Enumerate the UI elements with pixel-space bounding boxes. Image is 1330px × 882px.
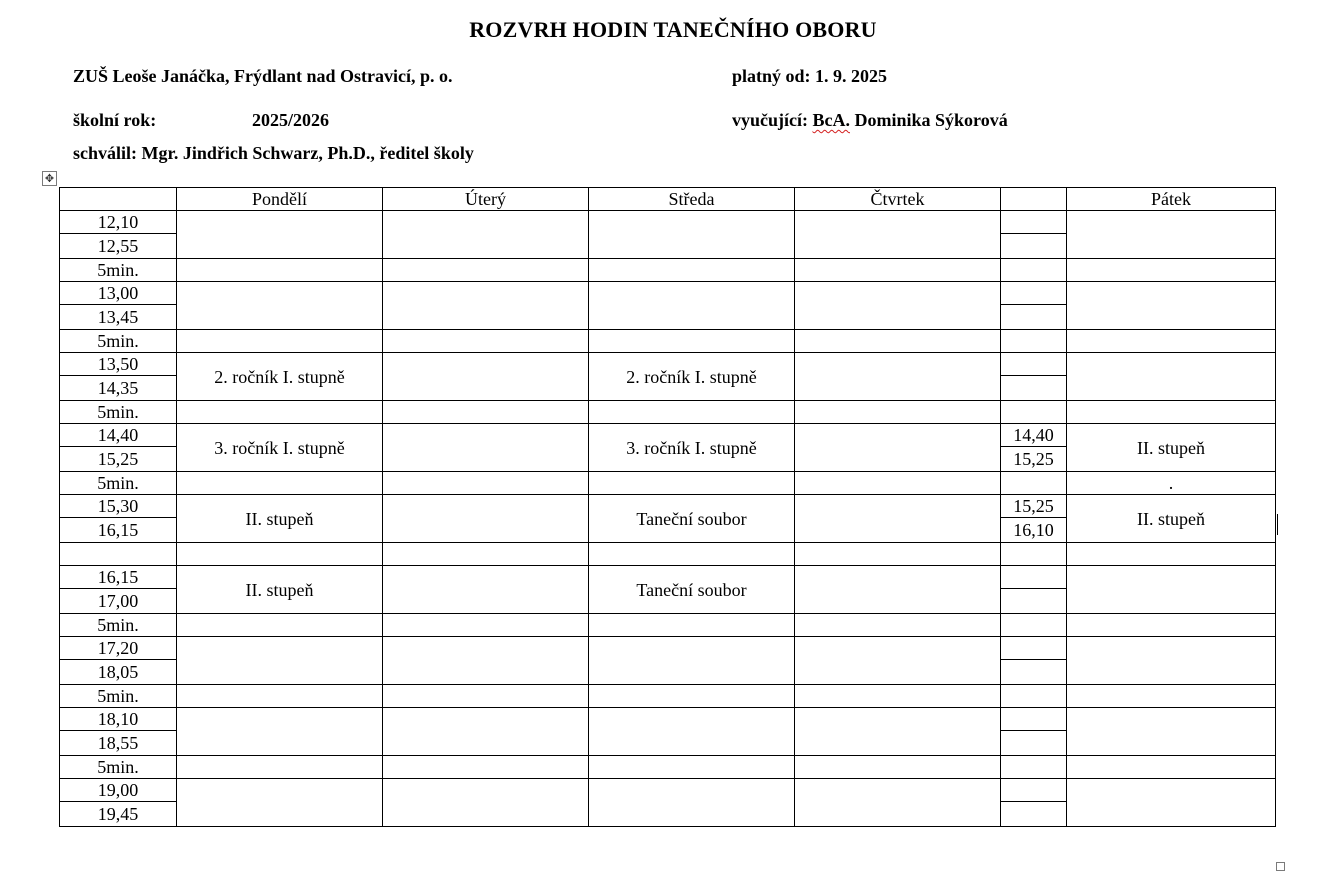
teacher <box>732 110 1008 131</box>
lesson-cell[interactable] <box>383 282 589 330</box>
friday-time-cell[interactable] <box>1001 234 1067 259</box>
table-row <box>60 566 1276 589</box>
lesson-cell[interactable] <box>589 282 795 330</box>
lesson-cell[interactable] <box>1067 282 1276 330</box>
lesson-cell[interactable]: 2. ročník I. stupně <box>177 353 383 401</box>
lesson-cell[interactable] <box>177 330 383 353</box>
lesson-cell[interactable] <box>383 708 589 756</box>
lesson-cell[interactable]: 3. ročník I. stupně <box>177 424 383 472</box>
header-cell-monday[interactable]: Pondělí <box>177 188 383 211</box>
time-cell[interactable]: 19,45 <box>60 802 177 827</box>
lesson-cell[interactable] <box>795 708 1001 756</box>
time-cell[interactable]: 12,55 <box>60 234 177 259</box>
time-cell[interactable]: 17,00 <box>60 589 177 614</box>
lesson-cell[interactable] <box>795 495 1001 543</box>
friday-time-cell[interactable] <box>1001 802 1067 827</box>
friday-time-cell[interactable] <box>1001 401 1067 424</box>
lesson-cell[interactable] <box>1067 708 1276 756</box>
lesson-cell[interactable] <box>795 401 1001 424</box>
friday-time-cell[interactable] <box>1001 305 1067 330</box>
lesson-cell[interactable] <box>795 330 1001 353</box>
lesson-cell[interactable] <box>795 637 1001 685</box>
header-cell-time[interactable] <box>60 188 177 211</box>
lesson-cell[interactable] <box>177 756 383 779</box>
lesson-cell[interactable] <box>795 353 1001 401</box>
lesson-cell[interactable]: II. stupeň <box>1067 495 1276 543</box>
lesson-cell[interactable] <box>1067 566 1276 614</box>
teacher-name: Dominika Sýkorová <box>854 110 1008 130</box>
lesson-cell[interactable]: 3. ročník I. stupně <box>589 424 795 472</box>
lesson-cell[interactable] <box>383 543 589 566</box>
lesson-cell[interactable] <box>795 424 1001 472</box>
school-year-label: školní rok: <box>73 110 157 130</box>
lesson-cell[interactable] <box>383 779 589 827</box>
lesson-cell[interactable] <box>383 259 589 282</box>
friday-time-cell[interactable] <box>1001 614 1067 637</box>
lesson-cell[interactable] <box>1067 211 1276 259</box>
friday-time-cell[interactable] <box>1001 353 1067 376</box>
friday-time-cell[interactable] <box>1001 731 1067 756</box>
friday-time-cell[interactable] <box>1001 589 1067 614</box>
lesson-cell[interactable] <box>1067 614 1276 637</box>
break-cell[interactable]: 5min. <box>60 472 177 495</box>
friday-time-cell[interactable] <box>1001 211 1067 234</box>
lesson-cell[interactable] <box>177 282 383 330</box>
header-cell-thursday[interactable]: Čtvrtek <box>795 188 1001 211</box>
lesson-cell[interactable] <box>177 472 383 495</box>
time-cell[interactable]: 14,40 <box>60 424 177 447</box>
lesson-cell[interactable]: . <box>1067 472 1276 495</box>
table-row <box>60 779 1276 802</box>
time-cell[interactable]: 13,00 <box>60 282 177 305</box>
friday-time-cell[interactable] <box>1001 282 1067 305</box>
lesson-cell[interactable] <box>383 756 589 779</box>
lesson-cell[interactable] <box>383 685 589 708</box>
lesson-cell[interactable] <box>1067 401 1276 424</box>
table-row <box>60 353 1276 376</box>
lesson-cell[interactable]: Taneční soubor <box>589 566 795 614</box>
lesson-cell[interactable]: II. stupeň <box>177 495 383 543</box>
lesson-cell[interactable]: Taneční soubor <box>589 495 795 543</box>
break-cell[interactable]: 5min. <box>60 401 177 424</box>
break-cell[interactable]: 5min. <box>60 685 177 708</box>
lesson-cell[interactable] <box>177 401 383 424</box>
break-cell[interactable] <box>60 543 177 566</box>
table-row <box>60 424 1276 447</box>
friday-time-cell[interactable]: 14,40 <box>1001 424 1067 447</box>
lesson-cell[interactable] <box>177 211 383 259</box>
lesson-cell[interactable] <box>589 472 795 495</box>
lesson-cell[interactable] <box>177 614 383 637</box>
approved-by: schválil: Mgr. Jindřich Schwarz, Ph.D., ředitel školy <box>73 143 474 163</box>
lesson-cell[interactable] <box>383 353 589 401</box>
lesson-cell[interactable] <box>795 211 1001 259</box>
lesson-cell[interactable] <box>383 566 589 614</box>
friday-time-cell[interactable] <box>1001 330 1067 353</box>
friday-time-cell[interactable] <box>1001 472 1067 495</box>
friday-time-cell[interactable] <box>1001 259 1067 282</box>
friday-time-cell[interactable] <box>1001 376 1067 401</box>
lesson-cell[interactable] <box>795 685 1001 708</box>
lesson-cell[interactable] <box>795 756 1001 779</box>
header-cell-tuesday[interactable]: Úterý <box>383 188 589 211</box>
break-row <box>60 330 1276 353</box>
lesson-cell[interactable] <box>1067 259 1276 282</box>
lesson-cell[interactable] <box>795 566 1001 614</box>
friday-time-cell[interactable] <box>1001 660 1067 685</box>
friday-time-cell[interactable]: 16,10 <box>1001 518 1067 543</box>
lesson-cell[interactable] <box>383 401 589 424</box>
lesson-cell[interactable] <box>383 472 589 495</box>
time-cell[interactable]: 18,10 <box>60 708 177 731</box>
time-cell[interactable]: 19,00 <box>60 779 177 802</box>
lesson-cell[interactable] <box>1067 779 1276 827</box>
table-row <box>60 211 1276 234</box>
friday-time-cell[interactable] <box>1001 685 1067 708</box>
friday-time-cell[interactable] <box>1001 543 1067 566</box>
break-row <box>60 259 1276 282</box>
lesson-cell[interactable]: II. stupeň <box>1067 424 1276 472</box>
lesson-cell[interactable] <box>177 779 383 827</box>
break-cell[interactable]: 5min. <box>60 330 177 353</box>
lesson-cell[interactable] <box>1067 353 1276 401</box>
teacher-label: vyučující: <box>732 110 808 130</box>
friday-time-cell[interactable] <box>1001 779 1067 802</box>
time-cell[interactable]: 13,45 <box>60 305 177 330</box>
lesson-cell[interactable] <box>177 685 383 708</box>
lesson-cell[interactable] <box>795 614 1001 637</box>
time-cell[interactable]: 14,35 <box>60 376 177 401</box>
table-row <box>60 282 1276 305</box>
page-title: ROZVRH HODIN TANEČNÍHO OBORU <box>469 17 877 42</box>
lesson-cell[interactable] <box>589 259 795 282</box>
lesson-cell[interactable] <box>589 685 795 708</box>
schedule-table <box>59 187 1276 827</box>
lesson-cell[interactable] <box>177 708 383 756</box>
lesson-cell[interactable] <box>795 472 1001 495</box>
lesson-cell[interactable]: 2. ročník I. stupně <box>589 353 795 401</box>
lesson-cell[interactable] <box>795 259 1001 282</box>
friday-time-cell[interactable] <box>1001 566 1067 589</box>
lesson-cell[interactable] <box>795 779 1001 827</box>
text-cursor <box>1277 514 1278 535</box>
header-cell-friday-time[interactable] <box>1001 188 1067 211</box>
lesson-cell[interactable] <box>1067 637 1276 685</box>
time-cell[interactable]: 15,30 <box>60 495 177 518</box>
lesson-cell[interactable] <box>383 211 589 259</box>
friday-time-cell[interactable]: 15,25 <box>1001 495 1067 518</box>
lesson-cell[interactable]: II. stupeň <box>177 566 383 614</box>
lesson-cell[interactable] <box>589 330 795 353</box>
lesson-cell[interactable] <box>1067 330 1276 353</box>
table-resize-handle[interactable] <box>1276 862 1285 871</box>
friday-time-cell[interactable] <box>1001 708 1067 731</box>
valid-from: platný od: 1. 9. 2025 <box>732 66 888 86</box>
break-row <box>60 543 1276 566</box>
time-cell[interactable]: 13,50 <box>60 353 177 376</box>
lesson-cell[interactable] <box>589 708 795 756</box>
break-cell[interactable]: 5min. <box>60 614 177 637</box>
lesson-cell[interactable] <box>589 779 795 827</box>
table-row <box>60 495 1276 518</box>
lesson-cell[interactable] <box>177 543 383 566</box>
lesson-cell[interactable] <box>383 637 589 685</box>
time-cell[interactable]: 18,55 <box>60 731 177 756</box>
break-row <box>60 685 1276 708</box>
lesson-cell[interactable] <box>1067 685 1276 708</box>
break-row <box>60 614 1276 637</box>
break-cell[interactable]: 5min. <box>60 756 177 779</box>
break-cell[interactable]: 5min. <box>60 259 177 282</box>
header-cell-wednesday[interactable]: Středa <box>589 188 795 211</box>
table-move-icon[interactable]: ✥ <box>42 171 57 186</box>
friday-time-cell[interactable]: 15,25 <box>1001 447 1067 472</box>
break-row <box>60 472 1276 495</box>
lesson-cell[interactable] <box>383 614 589 637</box>
time-cell[interactable]: 18,05 <box>60 660 177 685</box>
table-row <box>60 708 1276 731</box>
header-cell-friday[interactable]: Pátek <box>1067 188 1276 211</box>
break-row <box>60 401 1276 424</box>
time-cell[interactable]: 16,15 <box>60 566 177 589</box>
time-cell[interactable]: 15,25 <box>60 447 177 472</box>
lesson-cell[interactable] <box>589 614 795 637</box>
time-cell[interactable]: 17,20 <box>60 637 177 660</box>
lesson-cell[interactable] <box>177 259 383 282</box>
lesson-cell[interactable] <box>589 211 795 259</box>
lesson-cell[interactable] <box>383 330 589 353</box>
teacher-title: BcA. <box>812 110 850 130</box>
lesson-cell[interactable] <box>795 543 1001 566</box>
lesson-cell[interactable] <box>383 424 589 472</box>
lesson-cell[interactable] <box>589 543 795 566</box>
lesson-cell[interactable] <box>795 282 1001 330</box>
lesson-cell[interactable] <box>589 401 795 424</box>
lesson-cell[interactable] <box>177 637 383 685</box>
time-cell[interactable]: 16,15 <box>60 518 177 543</box>
lesson-cell[interactable] <box>589 637 795 685</box>
lesson-cell[interactable] <box>1067 756 1276 779</box>
friday-time-cell[interactable] <box>1001 756 1067 779</box>
school-name: ZUŠ Leoše Janáčka, Frýdlant nad Ostravicí, p. o. <box>73 66 453 86</box>
friday-time-cell[interactable] <box>1001 637 1067 660</box>
table-header-row <box>60 188 1276 211</box>
time-cell[interactable]: 12,10 <box>60 211 177 234</box>
lesson-cell[interactable] <box>589 756 795 779</box>
school-year-value: 2025/2026 <box>252 110 330 130</box>
lesson-cell[interactable] <box>383 495 589 543</box>
lesson-cell[interactable] <box>1067 543 1276 566</box>
break-row <box>60 756 1276 779</box>
table-row <box>60 637 1276 660</box>
